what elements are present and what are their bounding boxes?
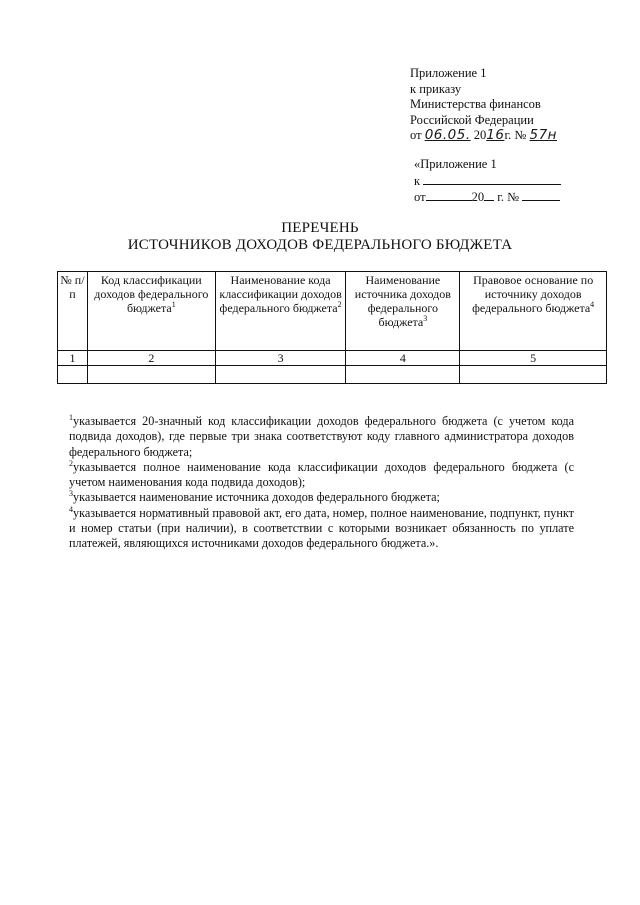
year-printed: 20	[471, 190, 485, 204]
appendix-line: к приказу	[410, 81, 462, 96]
column-number: 1	[58, 351, 88, 366]
blank-line	[423, 173, 561, 185]
blank-line	[522, 189, 560, 201]
column-number: 2	[87, 351, 215, 366]
year-printed: 20	[473, 128, 487, 142]
header-cell: Правовое основание по источнику доходов федерального бюджета$^4$	[460, 272, 607, 351]
appendix-line: Министерства финансов	[410, 97, 541, 111]
date-prefix: от	[414, 190, 426, 204]
table-row	[58, 366, 607, 384]
column-number: 4	[346, 351, 460, 366]
document-subtitle: ИСТОЧНИКОВ ДОХОДОВ ФЕДЕРАЛЬНОГО БЮДЖЕТА	[127, 237, 513, 253]
appendix-line: Российской Федерации	[410, 112, 534, 127]
header-cell: Код классификации доходов федерального бюджета$^1$	[87, 272, 215, 351]
number-label: г. №	[497, 190, 520, 204]
sources-table	[57, 271, 607, 384]
handwritten-date: 06.05.	[424, 127, 471, 143]
date-prefix: от	[410, 128, 422, 142]
header-cell: № п/п	[58, 272, 88, 351]
number-label: №	[514, 128, 527, 142]
table-header-row	[58, 272, 607, 351]
table-number-row	[58, 351, 607, 366]
blank-line	[426, 189, 472, 201]
order-prefix: к	[414, 173, 421, 188]
prev-appendix-date-line	[414, 189, 614, 206]
table-cell	[87, 366, 215, 384]
footnote: $^4$указывается нормативный правовой акт, его дата, номер, полное наименование, подпункт, пункт и номер статьи (при наличии), в соответствии с которыми возникает обязанность по уплате платежей, являющихся источниками доходов федерального бюджета.».	[69, 504, 574, 551]
table-cell	[460, 366, 607, 384]
blank-line	[484, 189, 494, 201]
footnote: $^1$указывается 20-значный код классификации доходов федерального бюджета (с учетом кода подвида доходов), где первые три знака соответствуют коду главного администратора доходов федерального бюджета;	[69, 412, 574, 459]
previous-appendix-header	[414, 157, 614, 206]
table-cell	[346, 366, 460, 384]
table-cell	[215, 366, 346, 384]
column-number: 3	[215, 351, 346, 366]
document-title: ПЕРЕЧЕНЬ	[281, 220, 359, 236]
footnotes	[69, 414, 574, 552]
year-suffix: г.	[504, 128, 512, 142]
handwritten-year: 16	[486, 127, 505, 143]
column-number: 5	[460, 351, 607, 366]
prev-appendix-line: «Приложение 1	[414, 157, 497, 171]
header-cell: Наименование источника доходов федерального бюджета$^3$	[346, 272, 460, 351]
appendix-date-line	[410, 128, 610, 144]
footnote: $^2$указывается полное наименование кода классификации доходов федерального бюджета (с учетом наименования кода подвида доходов);	[69, 458, 574, 490]
footnote: $^3$указывается наименование источника доходов федерального бюджета;	[69, 489, 440, 505]
appendix-header	[410, 66, 610, 144]
handwritten-number: 57н	[529, 127, 557, 143]
appendix-line: Приложение 1	[410, 66, 487, 80]
header-cell: Наименование кода классификации доходов федерального бюджета$^2$	[215, 272, 346, 351]
prev-appendix-order-line	[414, 173, 614, 190]
table-cell	[58, 366, 88, 384]
